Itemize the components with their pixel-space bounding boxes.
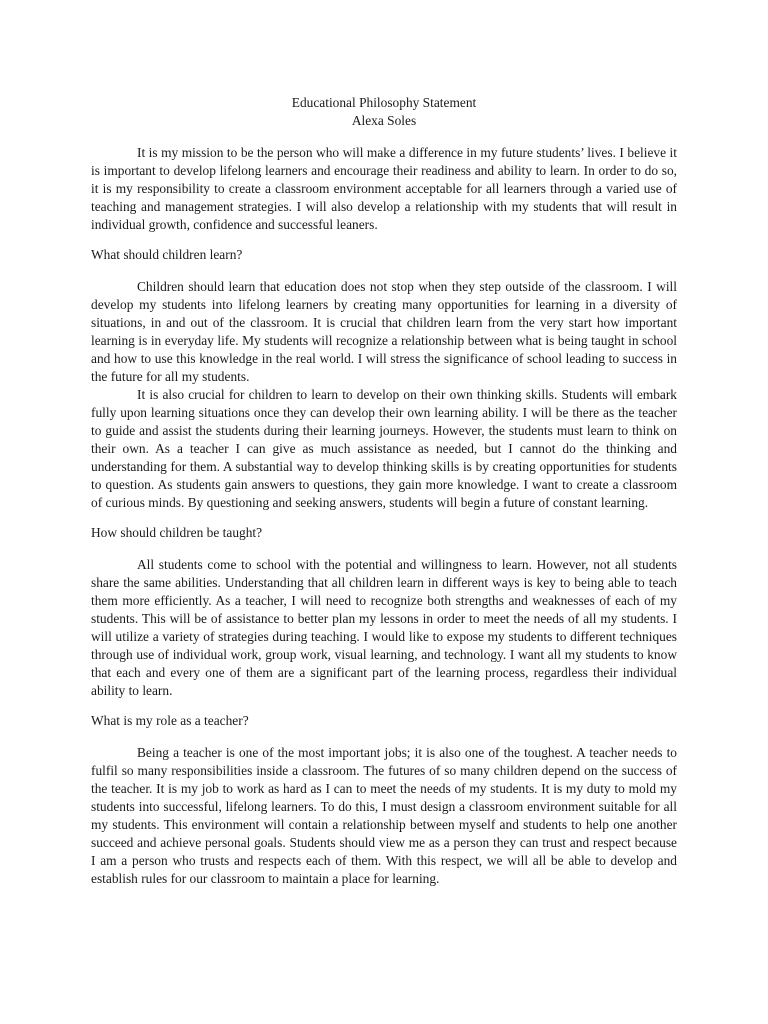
section-heading-learn: What should children learn? <box>91 247 243 262</box>
section-heading-role: What is my role as a teacher? <box>91 713 249 728</box>
document-author: Alexa Soles <box>351 113 417 128</box>
paragraph-taught-1: All students come to school with the potential and willingness to learn. However, not all students share the same abilities. Understanding that all children learn in different ways is key to being able to teach them more efficiently. As a teacher, I will need to recognize both strengths and weaknesses of each of my students. This will be of assistance to better plan my lessons in order to meet the needs of all my students. I will utilize a variety of strategies during teaching. I would like to expose my students to different techniques through use of individual work, group work, visual learning, and technology. I want all my students to know that each and every one of them are a significant part of the learning process, regardless their individual ability to learn. <box>91 557 677 698</box>
section-heading-taught: How should children be taught? <box>91 525 263 540</box>
paragraph-learn-2: It is also crucial for children to learn to develop on their own thinking skills. Students will embark fully upon learning situations once they can develop their own learning ability. I will be there as the teacher to guide and assist the students during their learning journeys. However, the students must learn to think on their own. As a teacher I can give as much assistance as needed, but I cannot do the thinking and understanding for them. A substantial way to develop thinking skills is by creating opportunities for students to question. As students gain answers to questions, they gain more knowledge. I want to create a classroom of curious minds. By questioning and seeking answers, students will begin a future of constant learning. <box>91 387 677 510</box>
paragraph-role-1: Being a teacher is one of the most important jobs; it is also one of the toughest. A teacher needs to fulfil so many responsibilities inside a classroom. The futures of so many children depend on the success of the teacher. It is my job to work as hard as I can to meet the needs of my students. It is my duty to mold my students into successful, lifelong learners. To do this, I must design a classroom environment suitable for all my students. This environment will contain a relationship between myself and students to help one another succeed and achieve personal goals. Students should view me as a person they can trust and respect because I am a person who trusts and respects each of them. With this respect, we will all be able to develop and establish rules for our classroom to maintain a place for learning. <box>91 745 677 886</box>
intro-paragraph: It is my mission to be the person who will make a difference in my future students’ lives. I believe it is important to develop lifelong learners and encourage their readiness and ability to learn. In order to do so, it is my responsibility to create a classroom environment acceptable for all learners through a varied use of teaching and management strategies. I will also develop a relationship with my students that will result in individual growth, confidence and successful leaners. <box>91 145 677 232</box>
document-body <box>91 94 677 888</box>
paragraph-learn-1: Children should learn that education does not stop when they step outside of the classroom. I will develop my students into lifelong learners by creating many opportunities for learning in a diversity of situations, in and out of the classroom. It is crucial that children learn from the very start how important learning is in everyday life. My students will recognize a relationship between what is being taught in school and how to use this knowledge in the real world. I will stress the significance of school leading to success in the future for all my students. <box>91 279 677 384</box>
document-title: Educational Philosophy Statement <box>291 95 477 110</box>
title-block <box>91 94 677 130</box>
